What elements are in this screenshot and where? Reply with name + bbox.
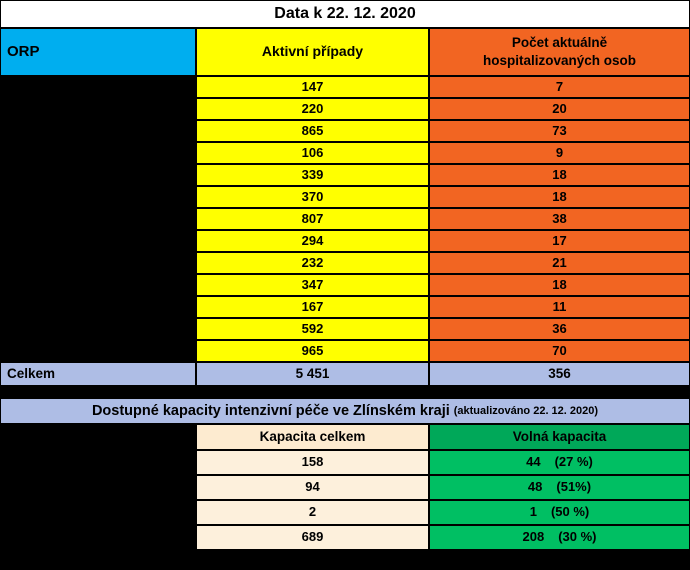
table2-cell-capacity: 2 bbox=[196, 500, 429, 525]
table2-cell-label bbox=[0, 450, 196, 475]
table1-cell-active: 347 bbox=[196, 274, 429, 296]
table2-title-note: (aktualizováno 22. 12. 2020) bbox=[453, 405, 599, 417]
table1-cell-orp bbox=[0, 274, 196, 296]
table1-cell-active: 807 bbox=[196, 208, 429, 230]
table1-cell-active: 232 bbox=[196, 252, 429, 274]
table1-cell-hospitalized: 18 bbox=[429, 164, 690, 186]
table1-header-hospitalized-line1: Počet aktuálně bbox=[511, 34, 608, 50]
table1-cell-hospitalized: 9 bbox=[429, 142, 690, 164]
table-row bbox=[0, 164, 690, 186]
table2-cell-capacity: 158 bbox=[196, 450, 429, 475]
table2-free-percent: (30 %) bbox=[558, 529, 597, 545]
table1-cell-active: 106 bbox=[196, 142, 429, 164]
table2-free-percent: (51%) bbox=[556, 479, 592, 495]
table2-cell-free bbox=[429, 525, 690, 550]
table1-cell-orp bbox=[0, 120, 196, 142]
table2-title bbox=[0, 398, 690, 424]
table1-cell-hospitalized: 73 bbox=[429, 120, 690, 142]
table1-cell-active: 370 bbox=[196, 186, 429, 208]
table2-cell-free bbox=[429, 500, 690, 525]
table-row bbox=[0, 76, 690, 98]
table2-cell-label bbox=[0, 500, 196, 525]
table-row bbox=[0, 230, 690, 252]
page-title: Data k 22. 12. 2020 bbox=[0, 0, 690, 28]
table1-cell-orp bbox=[0, 208, 196, 230]
table2-cell-capacity: 94 bbox=[196, 475, 429, 500]
table1-total-row bbox=[0, 362, 690, 386]
table1-cell-active: 147 bbox=[196, 76, 429, 98]
table-row bbox=[0, 500, 690, 525]
table2-header-label bbox=[0, 424, 196, 450]
table2-cell-free bbox=[429, 475, 690, 500]
table1-cell-active: 865 bbox=[196, 120, 429, 142]
table1-header-orp: ORP bbox=[0, 28, 196, 76]
table2-header-row bbox=[0, 424, 690, 450]
table1-cell-orp bbox=[0, 142, 196, 164]
table1-total-label: Celkem bbox=[0, 362, 196, 386]
table1-cell-active: 220 bbox=[196, 98, 429, 120]
table-row bbox=[0, 296, 690, 318]
table1-header-row bbox=[0, 28, 690, 76]
table1-cell-orp bbox=[0, 296, 196, 318]
table1-cell-active: 592 bbox=[196, 318, 429, 340]
table1-cell-orp bbox=[0, 186, 196, 208]
table1-header-hospitalized bbox=[429, 28, 690, 76]
table1-total-hospitalized: 356 bbox=[429, 362, 690, 386]
table1-cell-hospitalized: 7 bbox=[429, 76, 690, 98]
table1-cell-orp bbox=[0, 98, 196, 120]
table2-header-free: Volná kapacita bbox=[429, 424, 690, 450]
table1-cell-orp bbox=[0, 340, 196, 362]
table-row bbox=[0, 120, 690, 142]
table1-cell-active: 339 bbox=[196, 164, 429, 186]
table2-cell-label bbox=[0, 475, 196, 500]
table1-cell-hospitalized: 70 bbox=[429, 340, 690, 362]
table2-free-percent: (50 %) bbox=[550, 504, 590, 520]
table-row bbox=[0, 318, 690, 340]
table2-free-value: 208 bbox=[522, 529, 545, 545]
table1-cell-active: 294 bbox=[196, 230, 429, 252]
table1-cell-hospitalized: 38 bbox=[429, 208, 690, 230]
table-row bbox=[0, 208, 690, 230]
table-row bbox=[0, 450, 690, 475]
table1-cell-hospitalized: 17 bbox=[429, 230, 690, 252]
table1-cell-active: 167 bbox=[196, 296, 429, 318]
table1-cell-hospitalized: 18 bbox=[429, 274, 690, 296]
table-row bbox=[0, 340, 690, 362]
table1-cell-active: 965 bbox=[196, 340, 429, 362]
table2-free-value: 1 bbox=[529, 504, 537, 520]
table-row bbox=[0, 186, 690, 208]
table1-cell-orp bbox=[0, 76, 196, 98]
table2-free-percent: (27 %) bbox=[554, 454, 593, 470]
table-row bbox=[0, 142, 690, 164]
table1-total-active: 5 451 bbox=[196, 362, 429, 386]
table1-cell-hospitalized: 20 bbox=[429, 98, 690, 120]
table2-cell-capacity: 689 bbox=[196, 525, 429, 550]
table1-header-active-cases: Aktivní případy bbox=[196, 28, 429, 76]
table2-header-capacity: Kapacita celkem bbox=[196, 424, 429, 450]
table-row bbox=[0, 475, 690, 500]
table-row bbox=[0, 274, 690, 296]
table-row bbox=[0, 525, 690, 550]
table1-cell-hospitalized: 36 bbox=[429, 318, 690, 340]
table1-cell-orp bbox=[0, 164, 196, 186]
table1-cell-hospitalized: 21 bbox=[429, 252, 690, 274]
table2-cell-label bbox=[0, 525, 196, 550]
table2-free-value: 48 bbox=[527, 479, 543, 495]
table2-free-value: 44 bbox=[526, 454, 541, 470]
table-row bbox=[0, 98, 690, 120]
table1-header-hospitalized-line2: hospitalizovaných osob bbox=[482, 53, 637, 68]
table1-cell-hospitalized: 18 bbox=[429, 186, 690, 208]
table1-cell-orp bbox=[0, 252, 196, 274]
table2-title-text: Dostupné kapacity intenzivní péče ve Zlínském kraji bbox=[91, 403, 450, 419]
table-row bbox=[0, 252, 690, 274]
table1-cell-orp bbox=[0, 318, 196, 340]
table1-cell-hospitalized: 11 bbox=[429, 296, 690, 318]
table1-cell-orp bbox=[0, 230, 196, 252]
section-divider bbox=[0, 386, 690, 398]
table2-cell-free bbox=[429, 450, 690, 475]
